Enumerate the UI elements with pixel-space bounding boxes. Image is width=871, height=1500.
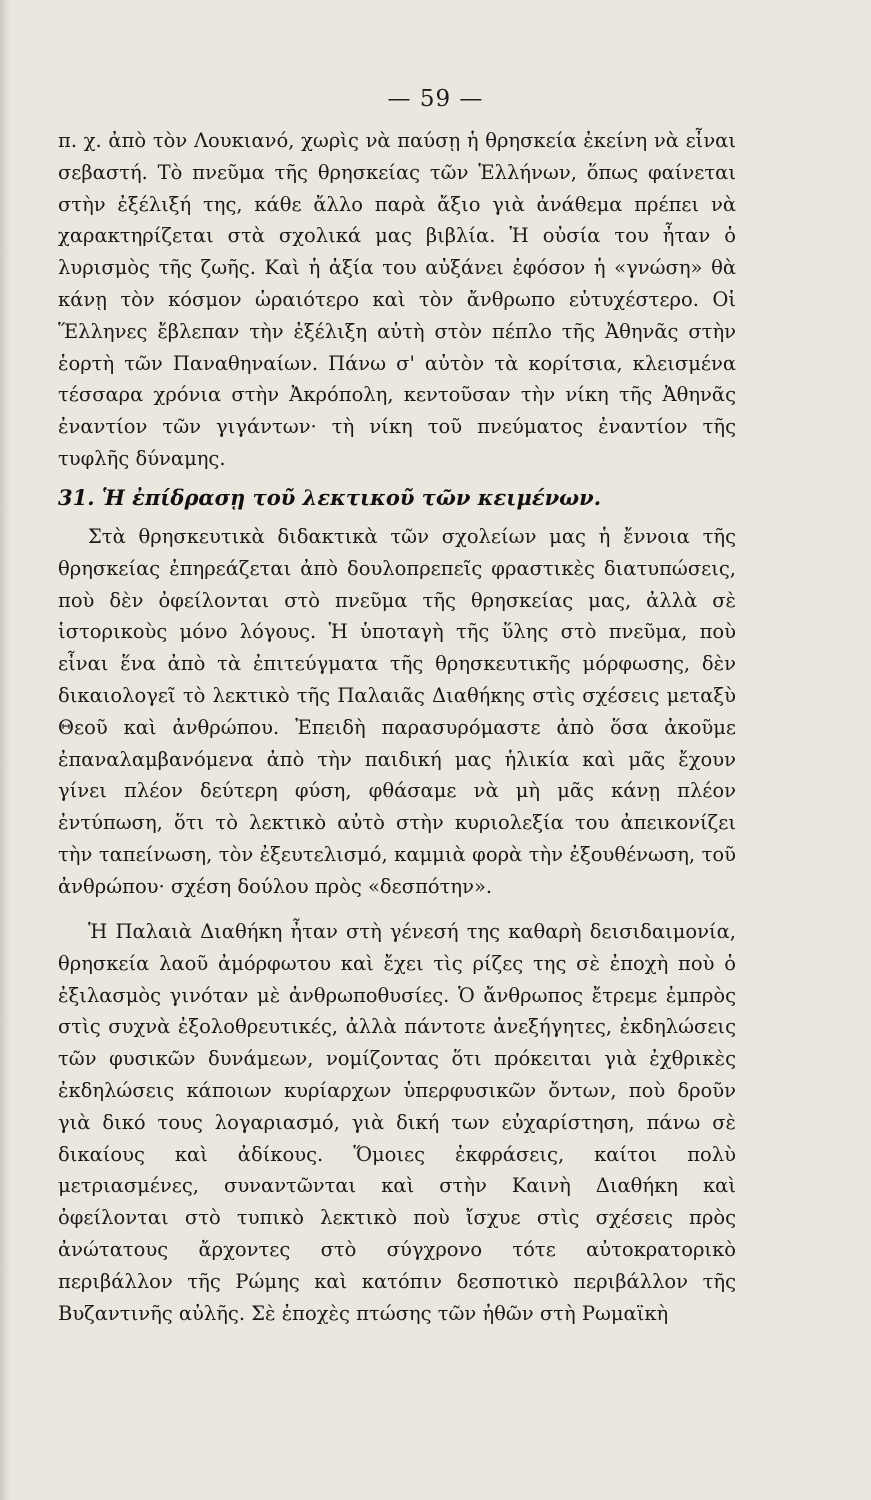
section-heading: 31. Ἡ ἐπίδρασῃ τοῦ λεκτικοῦ τῶν κειμένων. (58, 485, 602, 510)
paragraph-section-intro: Στὰ θρησκευτικὰ διδακτικὰ τῶν σχολείων μας ἡ ἔννοια τῆς θρησκείας ἐπηρεάζεται ἀπὸ δουλοπρεπεῖς φραστικὲς διατυπώσεις, ποὺ δὲν ὀφείλονται στὸ πνεῦμα τῆς θρησκείας μας, ἀλλὰ σὲ ἱστορικοὺς μόνο λόγους. Ἡ ὑποταγὴ τῆς ὕλης στὸ πνεῦμα, ποὺ εἶναι ἕνα ἀπὸ τὰ ἐπιτεύγματα τῆς θρησκευτικῆς μόρφωσης, δὲν δικαιολογεῖ τὸ λεκτικὸ τῆς Παλαιᾶς Διαθήκης στὶς σχέσεις μεταξὺ Θεοῦ καὶ ἀνθρώπου. Ἐπειδὴ παρασυρόμαστε ἀπὸ ὅσα ἀκοῦμε ἐπαναλαμβανόμενα ἀπὸ τὴν παιδική μας ἡλικία καὶ μᾶς ἔχουν γίνει πλέον δεύτερη φύση, φθάσαμε νὰ μὴ μᾶς κάνῃ πλέον ἐντύπωση, ὅτι τὸ λεκτικὸ αὐτὸ στὴν κυριολεξία του ἀπεικονίζει τὴν ταπείνωση, τὸν ἐξευτελισμό, καμμιὰ φορὰ τὴν ἐξουθένωση, τοῦ ἀνθρώπου· σχέση δούλου πρὸς «δεσπότην». (58, 525, 736, 898)
paragraph-old-testament: Ἡ Παλαιὰ Διαθήκη ἦταν στὴ γένεσή της καθαρὴ δεισιδαιμονία, θρησκεία λαοῦ ἀμόρφωτου καὶ ἔχει τὶς ρίζες της σὲ ἐποχὴ ποὺ ὁ ἐξιλασμὸς γινόταν μὲ ἀνθρωποθυσίες. Ὁ ἄνθρωπος ἔτρεμε ἐμπρὸς στὶς συχνὰ ἐξολοθρευτικές, ἀλλὰ πάντοτε ἀνεξήγητες, ἐκδηλώσεις τῶν φυσικῶν δυνάμεων, νομίζοντας ὅτι πρόκειται γιὰ ἐχθρικὲς ἐκδηλώσεις κάποιων κυρίαρχων ὑπερφυσικῶν ὄντων, ποὺ δροῦν γιὰ δικό τους λογαριασμό, γιὰ δική των εὐχαρίστηση, πάνω σὲ δικαίους καὶ ἀδίκους. Ὅμοιες ἐκφράσεις, καίτοι πολὺ μετριασμένες, συναντῶνται καὶ στὴν Καινὴ Διαθήκη καὶ ὀφείλονται στὸ τυπικὸ λεκτικὸ ποὺ ἴσχυε στὶς σχέσεις πρὸς ἀνώτατους ἄρχοντες στὸ σύγχρονο τότε αὐτοκρατορικὸ περιβάλλον τῆς Ρώμης καὶ κατόπιν δεσποτικὸ περιβάλλον τῆς Βυζαντινῆς αὐλῆς. Σὲ ἐποχὲς πτώσης τῶν ἠθῶν στὴ Ρωμαϊκὴ (58, 920, 736, 1325)
paragraph-continued: π. χ. ἀπὸ τὸν Λουκιανό, χωρὶς νὰ παύσῃ ἡ θρησκεία ἐκείνη νὰ εἶναι σεβαστή. Τὸ πνεῦμα τῆς θρησκείας τῶν Ἑλλήνων, ὅπως φαίνεται στὴν ἐξέλιξή της, κάθε ἄλλο παρὰ ἄξιο γιὰ ἀνάθεμα πρέπει νὰ χαρακτηρίζεται στὰ σχολικά μας βιβλία. Ἡ οὐσία του ἦταν ὁ λυρισμὸς τῆς ζωῆς. Καὶ ἡ ἀξία του αὐξάνει ἐφόσον ἡ «γνώση» θὰ κάνῃ τὸν κόσμον ὡραιότερο καὶ τὸν ἄνθρωπο εὐτυχέστερο. Οἱ Ἕλληνες ἔβλεπαν τὴν ἐξέλιξη αὐτὴ στὸν πέπλο τῆς Ἀθηνᾶς στὴν ἑορτὴ τῶν Παναθηναίων. Πάνω σ' αὐτὸν τὰ κορίτσια, κλεισμένα τέσσαρα χρόνια στὴν Ἀκρόπολη, κεντοῦσαν τὴν νίκη τῆς Ἀθηνᾶς ἐναντίον τῶν γιγάντων· τὴ νίκη τοῦ πνεύματος ἐναντίον τῆς τυφλῆς δύναμης. (58, 129, 736, 470)
page-binding-shadow (0, 0, 10, 1500)
page-number: — 59 — (387, 86, 484, 112)
